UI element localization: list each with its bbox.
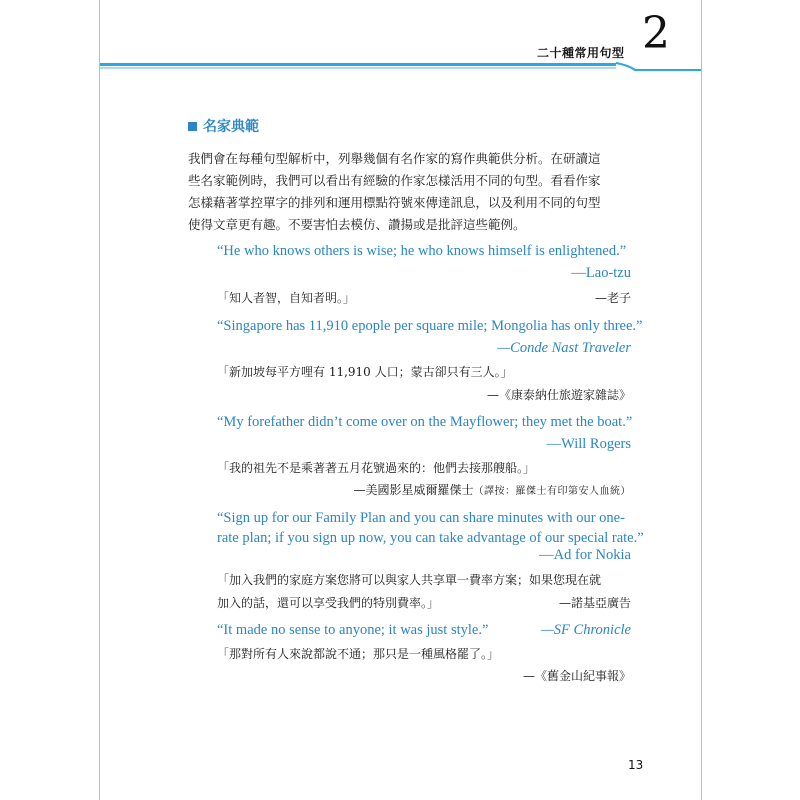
example-attribution: —Lao-tzu: [571, 265, 631, 281]
header-accent-band: [100, 55, 701, 75]
example-quote: “Singapore has 11,910 epople per square mile; Mongolia has only three.”: [217, 318, 643, 334]
example-translation-attribution: [353, 481, 631, 498]
translation-attribution-text: —美國影星威爾羅傑士: [353, 483, 474, 497]
example-attribution: —Will Rogers: [546, 436, 631, 452]
chapter-title: 二十種常用句型: [537, 46, 625, 60]
example-translation-attribution: —《舊金山紀事報》: [522, 669, 631, 683]
book-page: [99, 0, 702, 800]
example-translation-line: 加入的話，還可以享受我們的特別費率。」: [217, 596, 440, 610]
example-translation: 「知人者智，自知者明。」: [217, 291, 356, 305]
translator-note: （譯按：羅傑士有印第安人血統）: [473, 486, 631, 497]
example-quote: “My forefather didn’t come over on the Mayflower; they met the boat.”: [217, 414, 633, 430]
example-quote-line: “Sign up for our Family Plan and you can share minutes with our one-: [217, 510, 625, 526]
example-translation: 「我的祖先不是乘著著五月花號過來的：他們去接那艘船。」: [217, 461, 536, 475]
section-heading: [188, 116, 259, 136]
example-attribution: —SF Chronicle: [540, 622, 631, 638]
page-number: 13: [628, 758, 644, 772]
intro-line: 使得文章更有趣。不要害怕去模仿、讚揚或是批評這些範例。: [188, 217, 526, 232]
example-translation-attribution: —《康泰納仕旅遊家雜誌》: [486, 388, 631, 402]
intro-line: 我們會在每種句型解析中，列舉幾個有名作家的寫作典範供分析。在研讀這: [188, 151, 601, 166]
intro-line: 些名家範例時，我們可以看出有經驗的作家怎樣活用不同的句型。看看作家: [188, 173, 601, 188]
example-translation-attribution: —諾基亞廣告: [558, 596, 631, 610]
example-translation-attribution: —老子: [594, 291, 631, 305]
example-attribution: —Conde Nast Traveler: [497, 340, 631, 356]
intro-line: 怎樣藉著掌控單字的排列和運用標點符號來傳達訊息，以及利用不同的句型: [188, 195, 601, 210]
chapter-number: 2: [642, 8, 670, 59]
example-quote: “It made no sense to anyone; it was just style.”: [217, 622, 489, 638]
example-quote: “He who knows others is wise; he who knows himself is enlightened.”: [217, 243, 627, 259]
example-translation-line: 「加入我們的家庭方案您將可以與家人共享單一費率方案；如果您現在就: [217, 573, 602, 587]
example-attribution: —Ad for Nokia: [539, 547, 631, 563]
heading-square-icon: [188, 122, 197, 131]
example-quote-line: rate plan; if you sign up now, you can take advantage of our special rate.”: [217, 530, 644, 546]
example-translation: 「那對所有人來說都說不通；那只是一種風格罷了。」: [217, 647, 500, 661]
example-translation: 「新加坡每平方哩有 11,910 人口；蒙古卻只有三人。」: [217, 365, 513, 379]
section-heading-text: 名家典範: [203, 119, 259, 135]
